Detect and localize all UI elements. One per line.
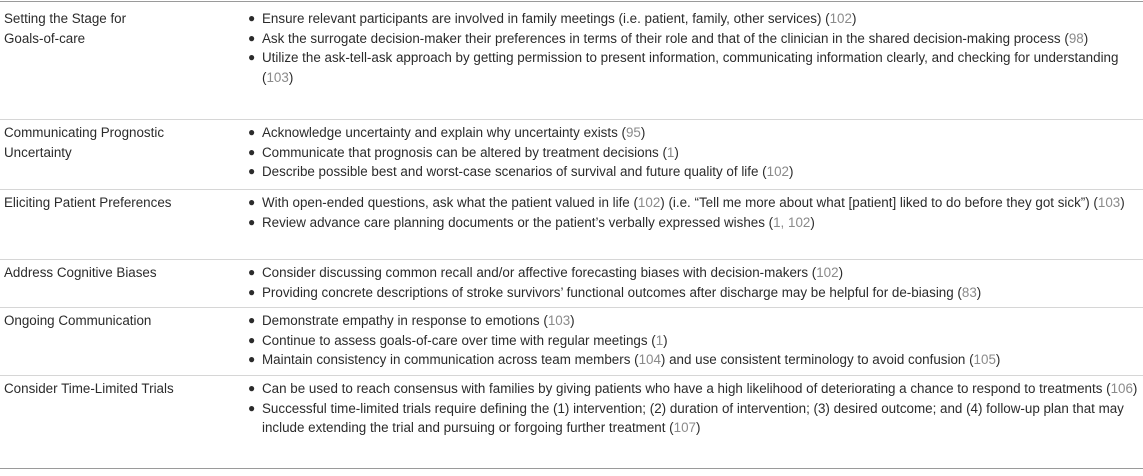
list-item: ● Communicate that prognosis can be altered by treatment decisions (1): [247, 143, 1143, 163]
bullet-icon: ●: [248, 195, 256, 209]
bullet-list: [247, 311, 1143, 370]
bullet-icon: ●: [248, 313, 256, 327]
row-heading: Ongoing Communication: [4, 313, 152, 328]
reference-link[interactable]: 102: [766, 164, 789, 179]
reference-link[interactable]: 83: [961, 284, 977, 300]
reference-link[interactable]: 103: [266, 69, 289, 85]
table-row: [0, 190, 1143, 260]
bullet-icon: ●: [248, 284, 256, 299]
bullet-list: [247, 263, 1143, 302]
list-item: ● Successful time-limited trials require defining the (1) intervention; (2) duration of intervention; (3) desired outcome; and (4) follow-up plan that may include extending the trial and pursuing or forgoing further treatment (107): [248, 400, 1124, 435]
list-item: ● Review advance care planning documents or the patient’s verbally expressed wishes (1, 102): [247, 213, 1143, 233]
bullet-icon: ●: [248, 265, 256, 279]
list-item: ● Ensure relevant participants are involved in family meetings (i.e. patient, family, other services) (102): [247, 9, 1143, 29]
bullet-icon: ●: [248, 50, 256, 64]
list-item: ● Ask the surrogate decision-maker their preferences in terms of their role and that of the clinician in the shared decision-making process (98): [247, 29, 1143, 49]
reference-link[interactable]: 102: [816, 265, 839, 280]
reference-link[interactable]: 103: [1097, 195, 1121, 210]
list-item: ● With open-ended questions, ask what the patient valued in life (102) (i.e. “Tell me more about what [patient] liked to do before they got sick”) (103): [247, 193, 1143, 213]
reference-link[interactable]: 105: [973, 352, 996, 367]
reference-link[interactable]: 98: [1068, 30, 1084, 46]
list-item: ● Providing concrete descriptions of stroke survivors’ functional outcomes after discharge may be helpful for de-biasing (83): [247, 283, 1143, 303]
reference-link[interactable]: 102: [829, 11, 852, 26]
row-heading: Communicating Prognostic Uncertainty: [4, 125, 165, 160]
table-row: [0, 376, 1143, 466]
bullet-list: [247, 123, 1143, 182]
list-item: ● Consider discussing common recall and/or affective forecasting biases with decision-makers (102): [247, 263, 1143, 283]
bullet-icon: ●: [248, 352, 256, 366]
reference-link[interactable]: 1: [655, 332, 664, 348]
list-item: ● Can be used to reach consensus with families by giving patients who have a high likelihood of deteriorating a chance to respond to treatments (106): [247, 379, 1143, 399]
list-item: ● Describe possible best and worst-case scenarios of survival and future quality of life (102): [247, 162, 1143, 182]
bullet-icon: ●: [248, 164, 256, 178]
reference-link[interactable]: 104: [638, 352, 661, 367]
table-row: [0, 6, 1143, 120]
bullet-icon: ●: [248, 381, 256, 395]
bullet-icon: ●: [248, 144, 256, 159]
bullet-icon: ●: [248, 125, 256, 139]
list-item: ● Acknowledge uncertainty and explain why uncertainty exists (95): [247, 123, 1143, 143]
bullet-list: [247, 379, 1143, 438]
row-heading: Address Cognitive Biases: [4, 265, 157, 280]
table-row: [0, 308, 1143, 376]
row-heading: Eliciting Patient Preferences: [4, 195, 172, 210]
bullet-icon: ●: [248, 400, 256, 415]
reference-link[interactable]: 1, 102: [773, 214, 811, 230]
list-item: ● Utilize the ask-tell-ask approach by getting permission to present information, communicating information clearly, and checking for understanding (103): [248, 50, 1119, 85]
table-row: [0, 120, 1143, 190]
table-top-rule: [0, 1, 1143, 2]
bullet-list: [247, 9, 1143, 87]
bullet-icon: ●: [248, 214, 256, 229]
bullet-icon: ●: [248, 332, 256, 347]
table-row: [0, 260, 1143, 308]
bullet-icon: ●: [248, 11, 256, 25]
list-item: ● Demonstrate empathy in response to emotions (103): [247, 311, 1143, 331]
table-bottom-rule: [0, 468, 1143, 469]
row-heading: Consider Time-Limited Trials: [4, 381, 174, 396]
list-item: ● Continue to assess goals-of-care over time with regular meetings (1): [247, 331, 1143, 351]
reference-link[interactable]: 102: [637, 195, 661, 210]
reference-link[interactable]: 95: [625, 125, 641, 140]
reference-link[interactable]: 103: [547, 313, 571, 328]
list-item: ● Maintain consistency in communication across team members (104) and use consistent terminology to avoid confusion (105): [247, 350, 1143, 370]
bullet-list: [247, 193, 1143, 232]
reference-link[interactable]: 1: [666, 144, 675, 160]
reference-link[interactable]: 106: [1110, 381, 1133, 396]
row-heading: Setting the Stage for Goals-of-care: [4, 11, 127, 46]
bullet-icon: ●: [248, 30, 256, 45]
reference-link[interactable]: 107: [673, 420, 696, 435]
